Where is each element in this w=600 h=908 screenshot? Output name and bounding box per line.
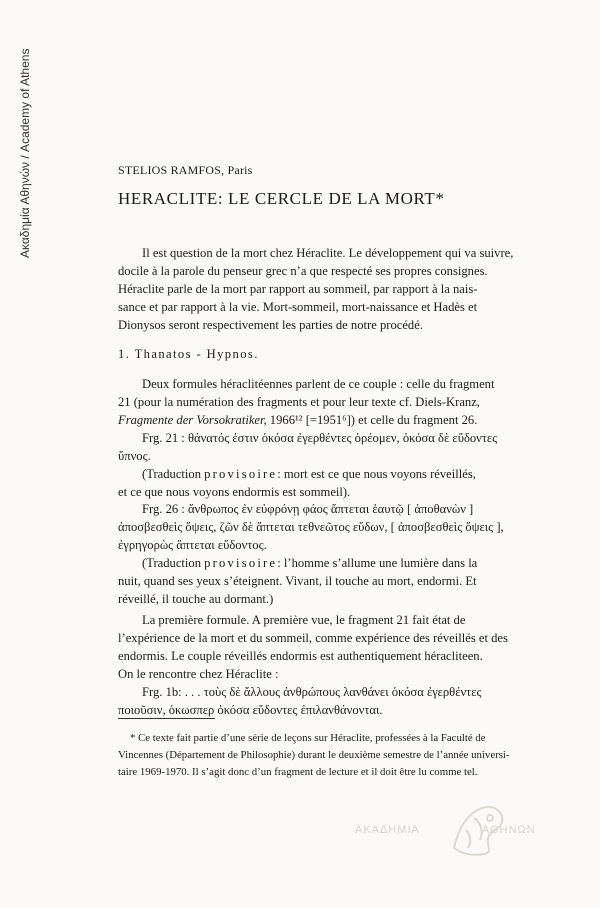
author-line: STELIOS RAMFOS, Paris — [118, 163, 253, 177]
greek-line: Frg. 26 : ἄνθρωπος ἐν εὐφρόνῃ φάος ἅπτεται ἑαυτῷ [ ἀποθανὼν ] — [142, 502, 474, 516]
fragment-1b — [118, 683, 559, 719]
archive-side-label: Ακαδημία Αθηνών / Academy of Athens — [18, 48, 32, 258]
text-line — [118, 465, 559, 483]
greek-line: ποιοῦσιν, ὁκωσπερ ὁκόσα εὕδοντες ἐπιλανθάνονται. — [118, 703, 383, 717]
text-line: Dionysos seront respectivement les parties de notre procédé. — [118, 318, 423, 332]
text-line: réveillé, il touche au dormant.) — [118, 592, 274, 606]
text-line: nuit, quand ses yeux s’éteignent. Vivant, il touche au mort, endormi. Et — [118, 574, 477, 588]
paragraph-first-formula — [118, 611, 559, 683]
footnote-divider — [118, 718, 215, 719]
intro-paragraph — [118, 244, 559, 334]
translation-text: : l’homme s’allume une lumière dans la — [277, 556, 478, 570]
spaced-word: provisoire — [204, 467, 278, 481]
translation-text: : mort est ce que nous voyons réveillés, — [277, 467, 476, 481]
text-line: On le rencontre chez Héraclite : — [118, 667, 279, 681]
fragment-21 — [118, 429, 559, 465]
translation-prefix: (Traduction — [142, 556, 205, 570]
text-line: endormis. Le couple réveillés endormis est authentiquement héracliteen. — [118, 649, 483, 663]
footnote-line: taire 1969-1970. Il s’agit donc d’un fragment de lecture et il doit être lu comme tel. — [118, 766, 478, 778]
greek-line: ἀποσβεσθεὶς ὄψεις, ζῶν δὲ ἅπτεται τεθνεῶτος εὕδων, [ ἀποσβεσθεὶς ὄψεις ], — [118, 520, 504, 534]
greek-line: Frg. 1b: . . . τοὺς δὲ ἄλλους ἀνθρώπους λανθάνει ὁκόσα ἐγερθέντες — [142, 685, 482, 699]
text-line: Deux formules héraclitéennes parlent de ce couple : celle du fragment — [142, 377, 495, 391]
greek-line: ἐγρηγορὼς ἅπτεται εὕδοντος. — [118, 538, 267, 552]
text-line: l’expérience de la mort et du sommeil, comme expérience des réveillés et des — [118, 631, 508, 645]
text-line: 21 (pour la numération des fragments et pour leur texte cf. Diels-Kranz, — [118, 395, 480, 409]
fragment-26 — [118, 500, 559, 554]
text-line: La première formule. A première vue, le fragment 21 fait état de — [142, 613, 466, 627]
text-line: docile à la parole du penseur grec n’a que respecté ses propres consignes. — [118, 264, 488, 278]
athena-seal-icon — [444, 800, 514, 858]
book-title: Fragmente der Vorsokratiker, — [118, 413, 267, 427]
text-line: sance et par rapport à la vie. Mort-sommeil, mort-naissance et Hadès et — [118, 300, 478, 314]
translation-26 — [118, 554, 559, 608]
section-heading: 1. Thanatos - Hypnos. — [118, 347, 259, 361]
text-line: Il est question de la mort chez Héraclite. Le développement qui va suivre, — [142, 246, 514, 260]
citation-text: 1966¹² [=1951⁶]) et celle du fragment 26. — [266, 413, 478, 427]
text-line — [118, 554, 559, 572]
footnote-line: Vincennes (Département de Philosophie) durant le deuxième semestre de l’année universi- — [118, 749, 510, 761]
text-line: et ce que nous voyons endormis est sommeil). — [118, 485, 351, 499]
text-line — [118, 411, 559, 429]
footnote — [118, 730, 559, 781]
article-title: HERACLITE: LE CERCLE DE LA MORT* — [118, 189, 445, 208]
translation-21 — [118, 465, 559, 501]
footnote-line: * Ce texte fait partie d’une série de leçons sur Héraclite, professées à la Faculté de — [130, 732, 486, 744]
greek-line: Frg. 21 : θάνατός ἐστιν ὁκόσα ἐγερθέντες ὁρέομεν, ὁκόσα δὲ εὕδοντες — [142, 431, 498, 445]
greek-line: ὕπνος. — [118, 449, 151, 463]
watermark-left: ΑΚΑΔΗΜΙΑ — [355, 824, 420, 836]
watermark-right: ΑΘΗΝΩΝ — [481, 824, 536, 836]
text-line: Héraclite parle de la mort par rapport au sommeil, par rapport à la nais- — [118, 282, 478, 296]
spaced-word: provisoire — [204, 556, 278, 570]
paragraph-fragments-intro — [118, 375, 559, 429]
translation-prefix: (Traduction — [142, 467, 205, 481]
